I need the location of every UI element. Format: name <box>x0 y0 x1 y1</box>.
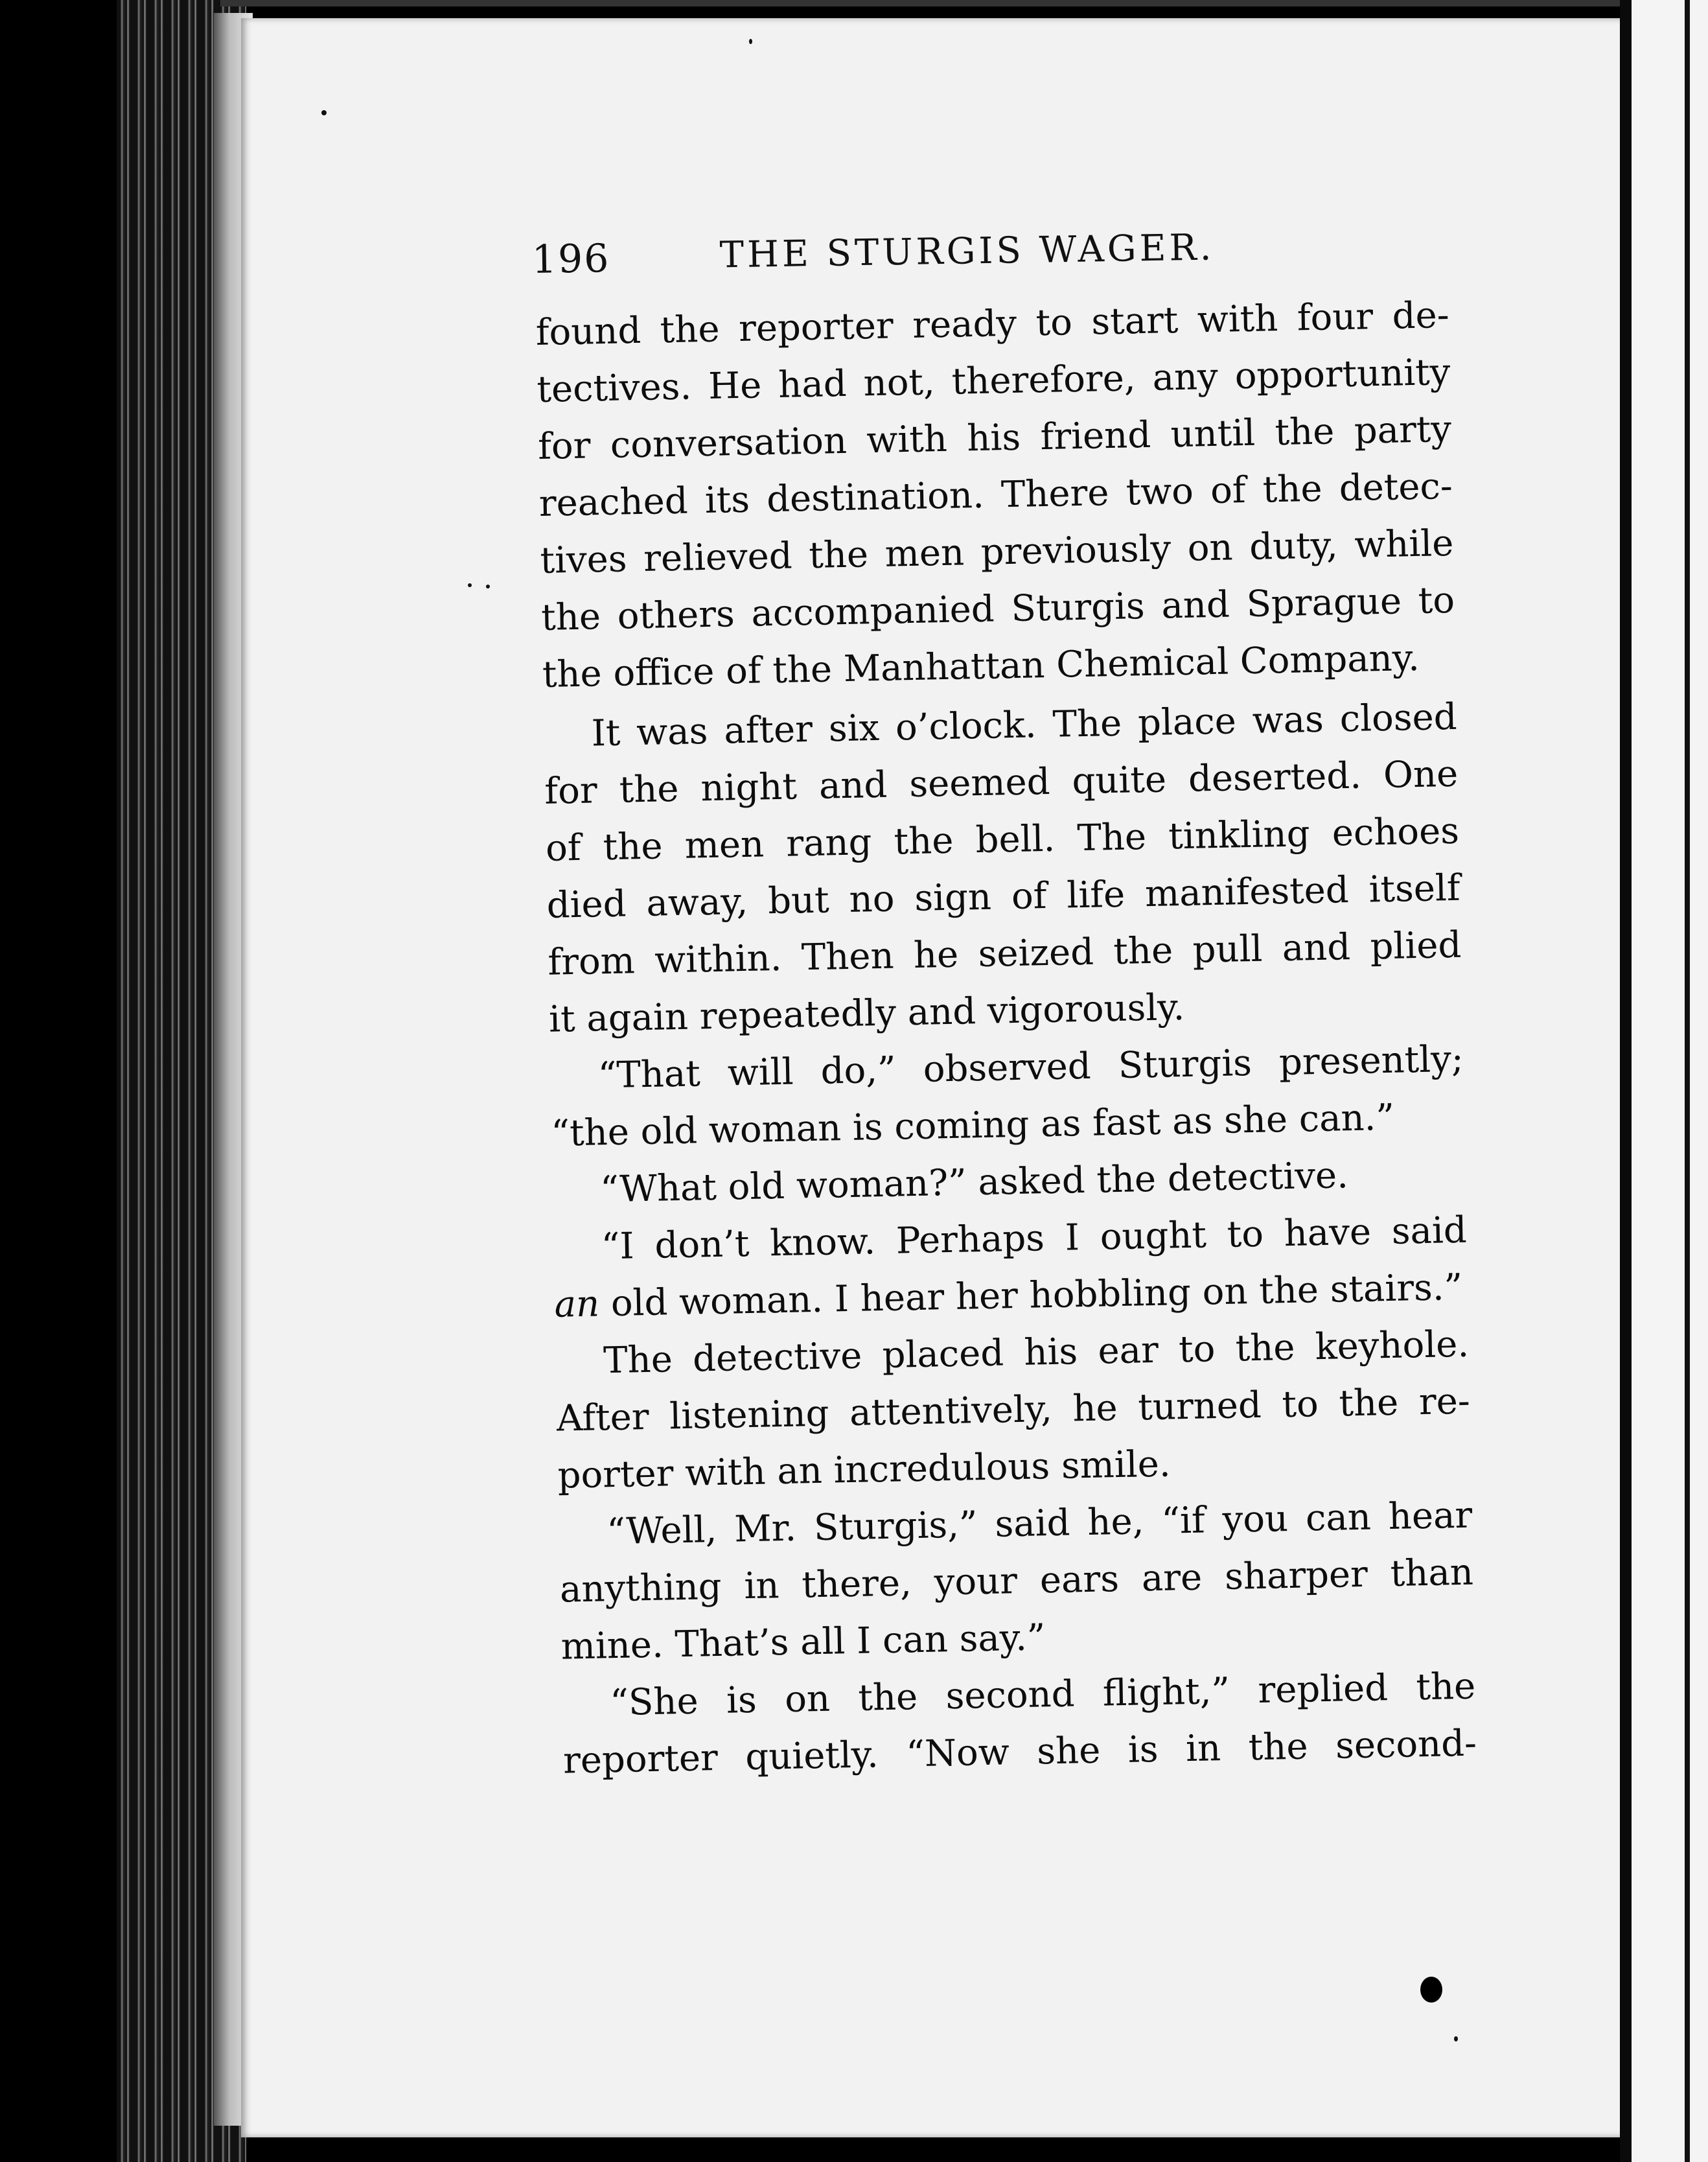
facing-page-strip <box>1632 0 1708 2162</box>
text-line: “What old woman?” asked the detective. <box>599 1154 1349 1211</box>
text-line: It was after six o’clock. The place was closed <box>591 695 1458 755</box>
text-line: “the old woman is coming as fast as she can.” <box>550 1096 1395 1155</box>
text-line: anything in there, your ears are sharper than <box>559 1551 1474 1611</box>
facing-page-edge <box>1685 0 1690 2162</box>
text-line: of the men rang the bell. The tinkling echoes <box>545 809 1460 870</box>
margin-speck <box>749 39 752 44</box>
margin-speck <box>486 585 490 588</box>
text-line: for the night and seemed quite deserted. One <box>544 752 1459 813</box>
text-line: tives relieved the men previously on duty, while <box>539 522 1454 582</box>
ink-blot <box>1420 1977 1442 2003</box>
italic-word: an <box>554 1283 600 1326</box>
margin-speck <box>468 583 472 587</box>
text-line: the others accompanied Sturgis and Sprague to <box>540 579 1455 639</box>
text-line: reached its destination. There two of the detec- <box>538 465 1453 525</box>
text-line: from within. Then he seized the pull and plied <box>547 924 1462 984</box>
text-line: the office of the Manhattan Chemical Company. <box>542 636 1420 696</box>
text-line: “She is on the second flight,” replied the <box>609 1665 1476 1725</box>
text-line: it again repeatedly and vigorously. <box>548 986 1185 1041</box>
text-line: “I don’t know. Perhaps I ought to have said <box>601 1209 1468 1268</box>
text-line: died away, but no sign of life manifested itself <box>546 866 1461 927</box>
text-line: mine. That’s all I can say.” <box>560 1616 1046 1668</box>
text-line: The detective placed his ear to the keyhole. <box>603 1323 1470 1382</box>
text-line: After listening attentively, he turned to the re- <box>556 1380 1471 1440</box>
text-line: tectives. He had not, therefore, any opportunity <box>536 351 1451 411</box>
running-header <box>531 213 1297 297</box>
text-line: porter with an incredulous smile. <box>557 1443 1171 1497</box>
running-title: THE STURGIS WAGER. <box>719 226 1215 277</box>
margin-speck <box>321 110 327 115</box>
page-top-edge <box>220 0 1639 6</box>
text-line: for conversation with his friend until the party <box>537 408 1452 468</box>
body-text <box>535 287 1477 1790</box>
text-line: reporter quietly. “Now she is in the second- <box>562 1722 1477 1782</box>
page-right-edge <box>1620 0 1632 2162</box>
text-line: found the reporter ready to start with four de- <box>535 294 1450 354</box>
text-line-rest: old woman. I hear her hobbling on the stairs.” <box>599 1266 1463 1325</box>
page-number: 196 <box>531 236 610 283</box>
text-line: “That will do,” observed Sturgis presently; <box>597 1038 1464 1097</box>
text-line: “Well, Mr. Sturgis,” said he, “if you can hear <box>606 1494 1473 1553</box>
margin-speck <box>1454 2036 1458 2041</box>
